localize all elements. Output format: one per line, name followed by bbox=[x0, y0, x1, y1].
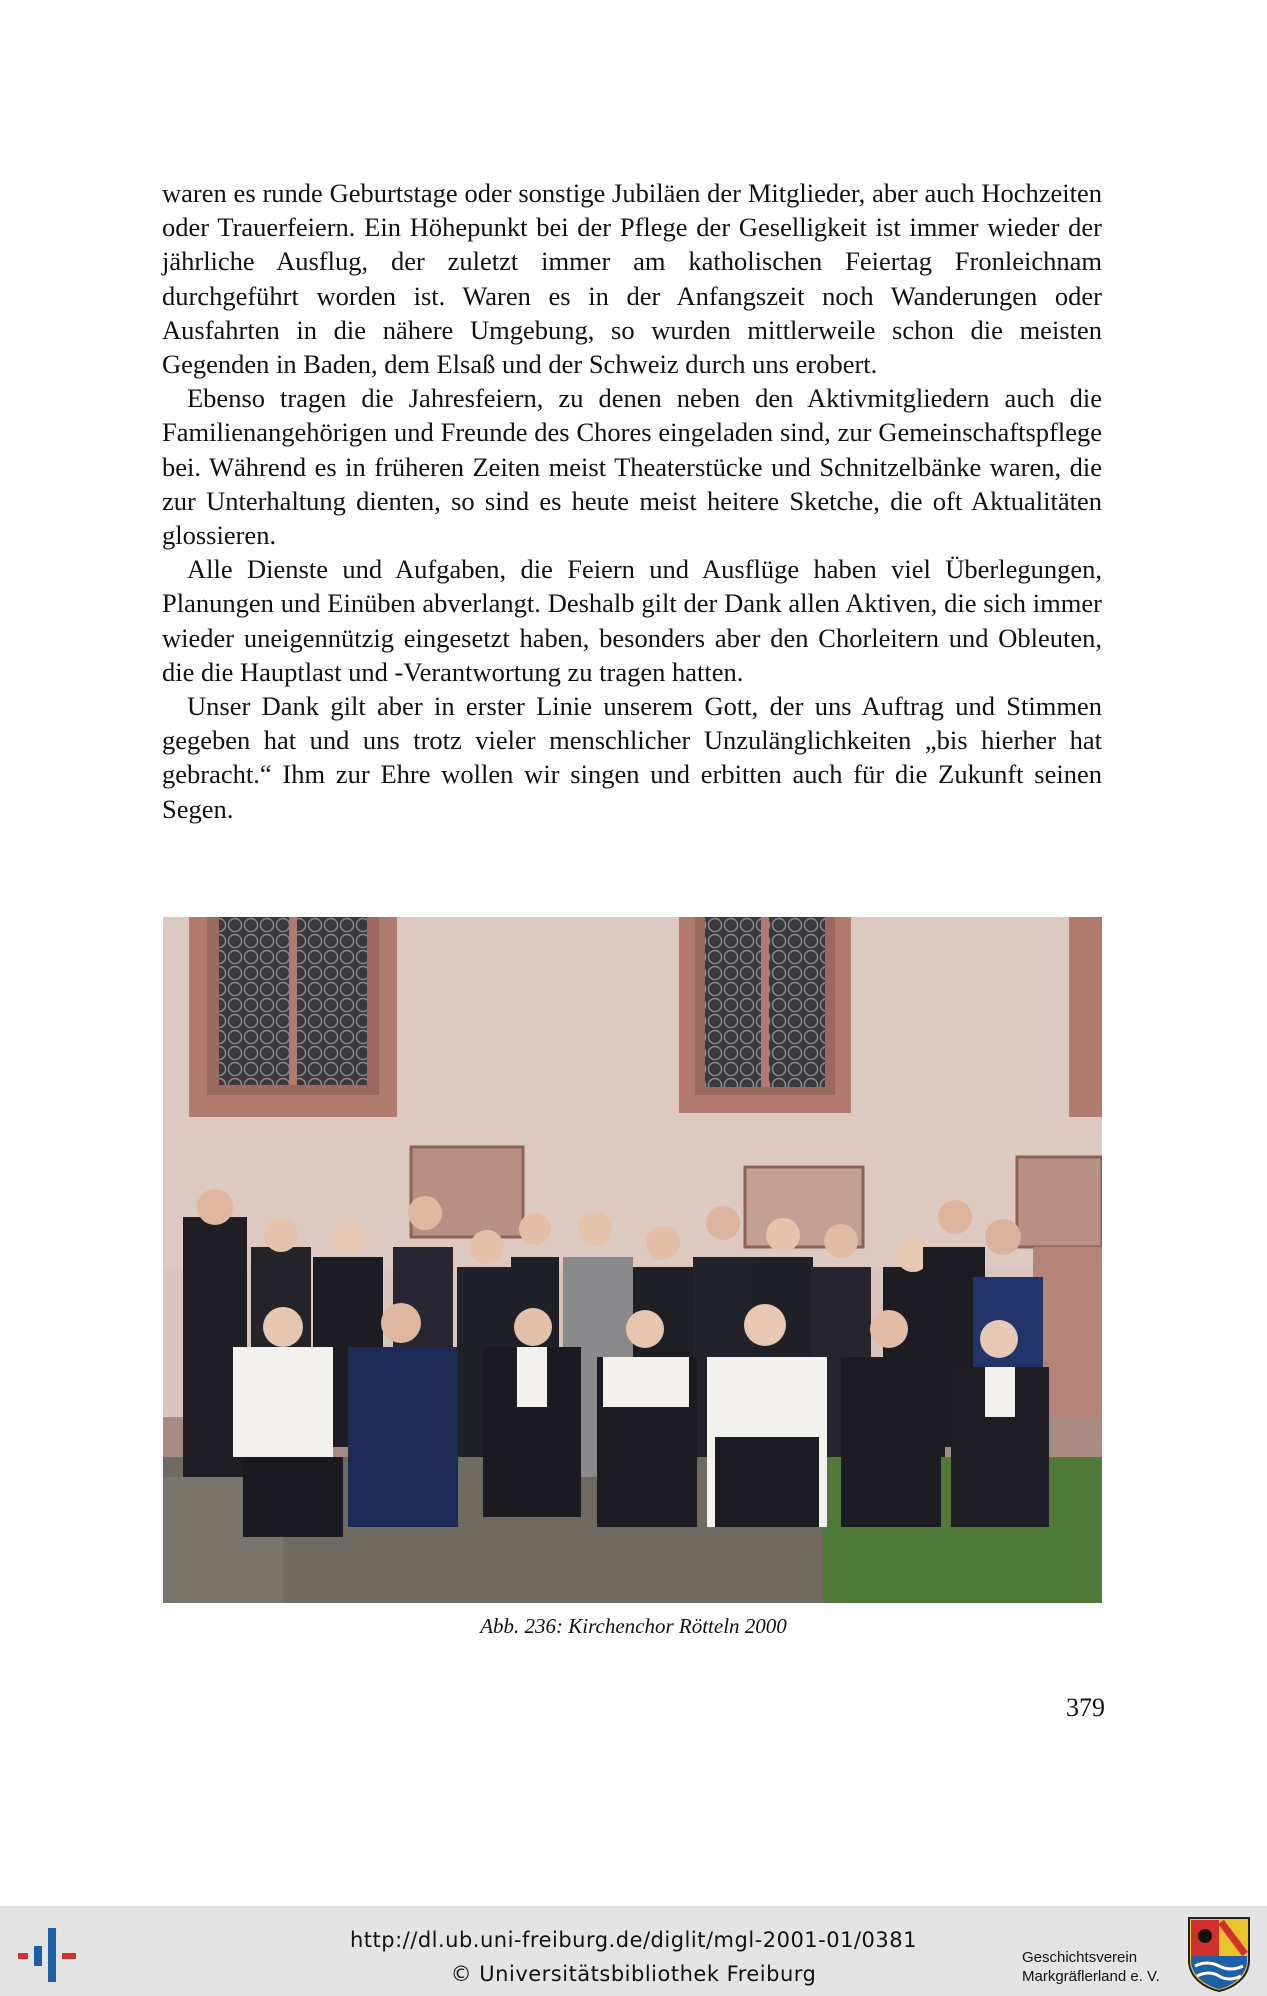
society-name-line-1: Geschichtsverein bbox=[1022, 1949, 1138, 1966]
coat-of-arms-icon bbox=[1187, 1916, 1251, 1992]
paragraph-4: Unser Dank gilt aber in erster Linie unserem Gott, der uns Auftrag und Stimmen gegeben hat und uns trotz vieler menschlicher Unzulänglichkeiten „bis hierher hat gebracht.“ Ihm zur Ehre wollen wir singen und erbitten auch für die Zukunft seinen Segen. bbox=[162, 691, 1102, 824]
choir-photo-illustration bbox=[163, 917, 1102, 1603]
figure-caption: Abb. 236: Kirchenchor Rötteln 2000 bbox=[480, 1614, 787, 1638]
copyright-notice: © Universitätsbibliothek Freiburg bbox=[450, 1962, 817, 1986]
society-name bbox=[1022, 1948, 1160, 1986]
church-window-left bbox=[189, 917, 397, 1117]
page-number: 379 bbox=[1066, 1693, 1105, 1722]
body-text bbox=[162, 176, 1102, 826]
paragraph-3: Alle Dienste und Aufgaben, die Feiern und Ausflüge haben viel Überlegungen, Planungen und Einüben abverlangt. Deshalb gilt der Dank allen Aktiven, die sich immer wieder uneigennützig eingesetzt haben, besonders aber den Chorleitern und Obleuten, die die Hauptlast und -Verantwortung zu tragen hatten. bbox=[162, 554, 1102, 687]
paragraph-2: Ebenso tragen die Jahresfeiern, zu denen neben den Aktivmitgliedern auch die Familienangehörigen und Freunde des Chores eingeladen sind, zur Gemeinschaftspflege bei. Während es in früheren Zeiten meist Theaterstücke und Schnitzelbänke waren, die zur Unterhaltung dienten, so sind es heute meist heitere Sketche, die oft Aktualitäten glossieren. bbox=[162, 383, 1102, 551]
document-url-link[interactable]: http://dl.ub.uni-freiburg.de/diglit/mgl-2001-01/0381 bbox=[349, 1928, 917, 1952]
footer-bar bbox=[0, 1906, 1267, 1996]
church-window-right bbox=[679, 917, 851, 1113]
society-name-line-2: Markgräflerland e. V. bbox=[1022, 1968, 1160, 1985]
choir-photograph bbox=[163, 917, 1102, 1603]
paragraph-1: waren es runde Geburtstage oder sonstige Jubiläen der Mitglieder, aber auch Hochzeiten oder Trauerfeiern. Ein Höhepunkt bei der Pflege der Geselligkeit ist immer wieder der jährliche Ausflug, der zuletzt immer am katholischen Feiertag Fronleichnam durchgeführt worden ist. Waren es in der Anfangszeit noch Wanderungen oder Ausfahrten in die nähere Umgebung, so wurden mittlerweile schon die meisten Gegenden in Baden, dem Elsaß und der Schweiz durch uns erobert. bbox=[162, 178, 1102, 380]
